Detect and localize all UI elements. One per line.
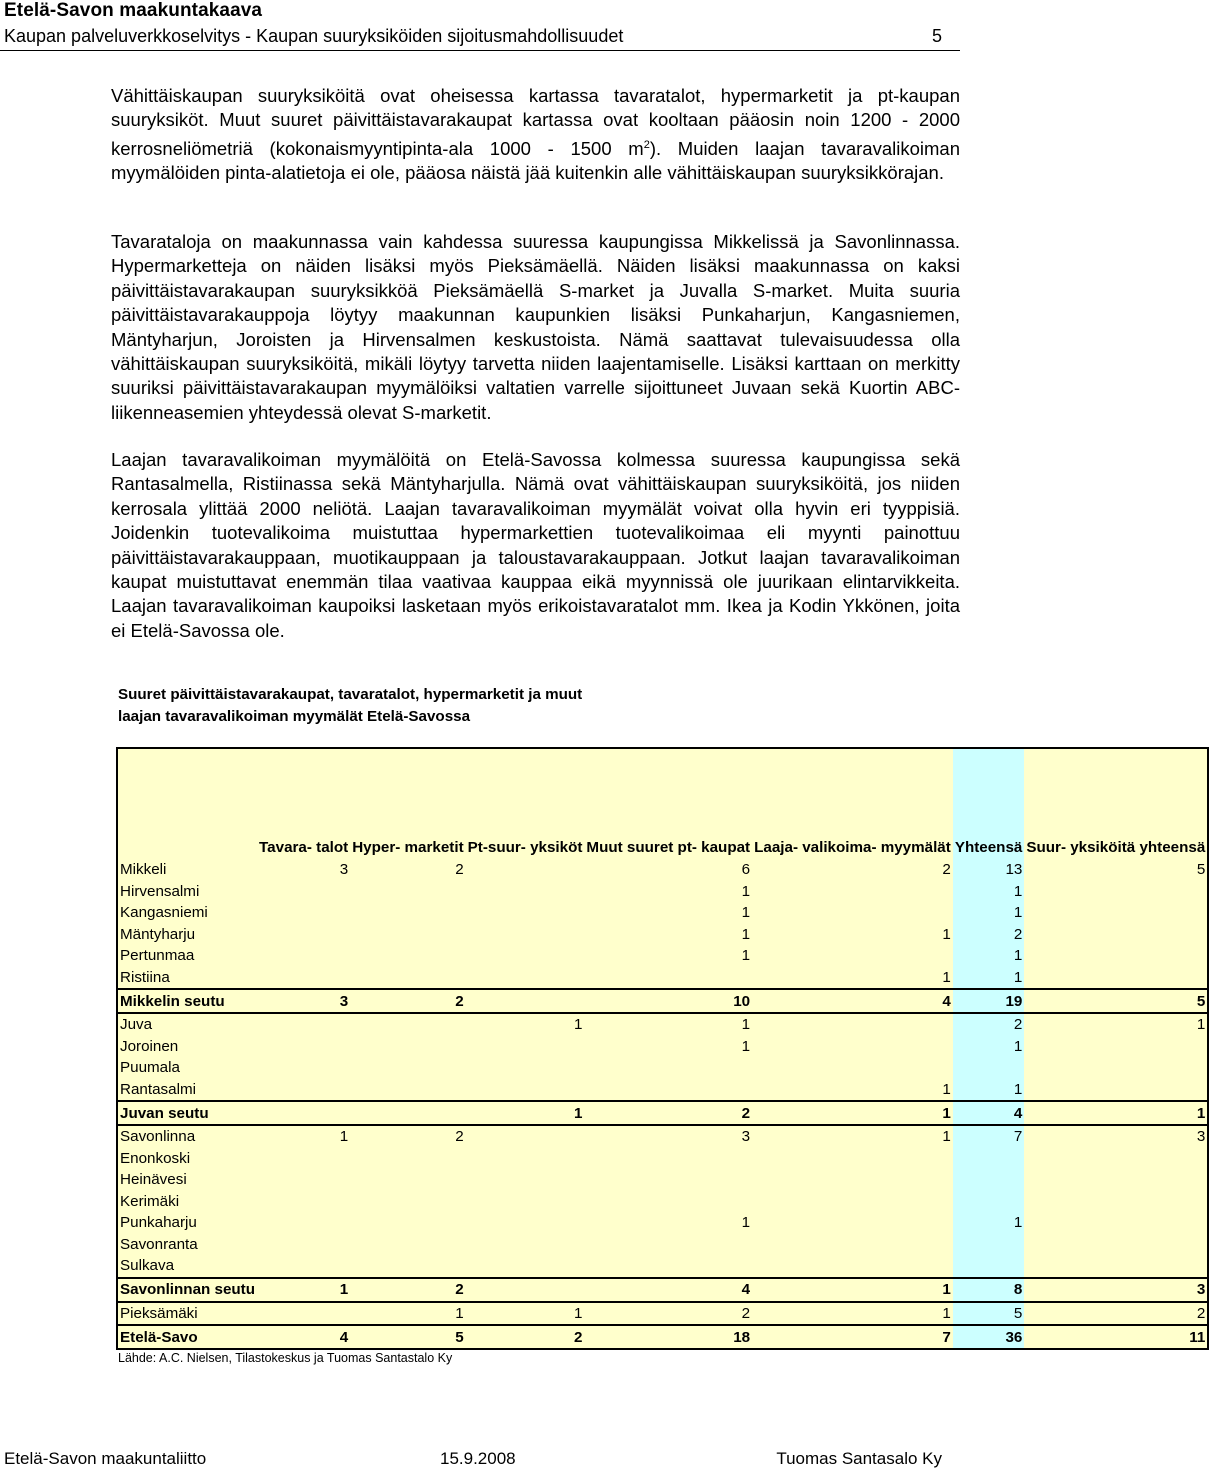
table-row — [117, 967, 1208, 990]
table-cell — [466, 967, 585, 990]
table-row — [117, 902, 1208, 924]
table-cell — [1024, 1036, 1208, 1058]
column-header: Yhteensä — [953, 748, 1025, 859]
row-label: Savonranta — [117, 1234, 257, 1256]
table-title-line-1: Suuret päivittäistavarakaupat, tavaratalot, hypermarketit ja muut — [118, 686, 583, 703]
table-cell — [752, 1212, 953, 1234]
table-cell — [1024, 1169, 1208, 1191]
table-cell: 1 — [752, 967, 953, 990]
column-header: Pt-suur- yksiköt — [466, 748, 585, 859]
table-cell: 1 — [584, 902, 752, 924]
table-title — [118, 684, 718, 728]
table-cell — [752, 1013, 953, 1036]
table-header-row — [117, 748, 1208, 859]
table-cell — [466, 1079, 585, 1102]
table-cell: 1 — [584, 924, 752, 946]
table-cell: 2 — [953, 1013, 1025, 1036]
table-cell — [953, 1057, 1025, 1079]
table-cell — [257, 1013, 350, 1036]
table-cell: 1 — [953, 945, 1025, 967]
table-cell — [1024, 1057, 1208, 1079]
row-label: Kangasniemi — [117, 902, 257, 924]
table-cell: 5 — [350, 1325, 465, 1349]
table-cell: 18 — [584, 1325, 752, 1349]
table-cell: 2 — [350, 989, 465, 1013]
table-cell — [752, 945, 953, 967]
table-cell: 5 — [1024, 989, 1208, 1013]
table-cell — [953, 1255, 1025, 1278]
table-cell: 4 — [584, 1278, 752, 1302]
table-cell: 3 — [257, 989, 350, 1013]
table-cell — [257, 1057, 350, 1079]
table-cell — [350, 1169, 465, 1191]
table-cell: 1 — [1024, 1013, 1208, 1036]
table-cell — [350, 1255, 465, 1278]
table-cell — [350, 967, 465, 990]
column-header: Suur- yksiköitä yhteensä — [1024, 748, 1208, 859]
column-header: Hyper- marketit — [350, 748, 465, 859]
table-cell: 5 — [953, 1302, 1025, 1326]
table-cell — [752, 1169, 953, 1191]
table-cell — [350, 1101, 465, 1125]
table-cell — [1024, 1148, 1208, 1170]
table-cell: 1 — [584, 1036, 752, 1058]
table-cell: 1 — [953, 881, 1025, 903]
subtotal-row — [117, 1101, 1208, 1125]
table-cell: 8 — [953, 1278, 1025, 1302]
table-cell — [466, 1057, 585, 1079]
table-cell — [1024, 881, 1208, 903]
footer-organization: Etelä-Savon maakuntaliitto — [4, 1449, 207, 1468]
table-cell — [350, 1191, 465, 1213]
paragraph-1 — [111, 84, 960, 186]
table-cell — [466, 1169, 585, 1191]
table-cell — [350, 924, 465, 946]
row-label: Etelä-Savo — [117, 1325, 257, 1349]
table-cell — [350, 881, 465, 903]
table-cell: 2 — [350, 1125, 465, 1148]
table-cell: 1 — [257, 1125, 350, 1148]
row-label: Juva — [117, 1013, 257, 1036]
retail-table — [116, 747, 1209, 1350]
table-cell: 7 — [953, 1125, 1025, 1148]
row-label: Mäntyharju — [117, 924, 257, 946]
table-cell: 1 — [953, 1079, 1025, 1102]
table-cell — [953, 1234, 1025, 1256]
table-cell — [257, 1191, 350, 1213]
table-cell — [1024, 902, 1208, 924]
paragraph-1-text-b: ). Muiden laajan tavaravalikoiman myymälöiden pinta-alatietoja ei ole, pääosa näistä jää kuitenkin alle vähittäiskaupan suuryksikkörajan. — [111, 137, 960, 184]
table-row — [117, 1234, 1208, 1256]
table-cell — [752, 1255, 953, 1278]
column-header: Muut suuret pt- kaupat — [584, 748, 752, 859]
document-subtitle: Kaupan palveluverkkoselvitys - Kaupan suuryksiköiden sijoitusmahdollisuudet — [4, 26, 624, 46]
paragraph-2-text: Tavarataloja on maakunnassa vain kahdessa suuressa kaupungissa Mikkelissä ja Savonlinnassa. Hypermarketteja on näiden lisäksi myös Pieksämäellä. Näiden lisäksi maakunnassa on kaksi päivittäistavarakaupan suuryksikköä Pieksämäellä S-market ja Juvalla S-market. Muita suuria päivittäistavarakauppoja löytyy maakunnan kaupunkien lisäksi Punkaharjun, Kangasniemen, Mäntyharjun, Joroisten ja Hirvensalmen keskustoista. Nämä saattavat tulevaisuudessa olla vähittäiskaupan suuryksiköitä, mikäli löytyy tarvetta niiden laajentamiselle. Lisäksi karttaan on merkitty suuriksi päivittäistavarakaupan myymälöiksi valtatien varrelle sijoittuneet Juvaan sekä Kuortin ABC-liikenneasemien yhteydessä olevat S-marketit. — [111, 231, 960, 423]
table-cell — [752, 1036, 953, 1058]
table-cell — [466, 1191, 585, 1213]
table-cell — [953, 1148, 1025, 1170]
table-row — [117, 1169, 1208, 1191]
table-cell: 3 — [1024, 1278, 1208, 1302]
table-cell — [257, 1212, 350, 1234]
table-cell — [584, 1255, 752, 1278]
table-cell — [466, 989, 585, 1013]
column-header — [117, 748, 257, 859]
table-cell: 1 — [584, 881, 752, 903]
table-row — [117, 1125, 1208, 1148]
table-cell: 1 — [953, 967, 1025, 990]
table-cell: 7 — [752, 1325, 953, 1349]
table-row — [117, 924, 1208, 946]
table-cell — [752, 1191, 953, 1213]
table-cell: 2 — [350, 859, 465, 881]
paragraph-2 — [111, 230, 960, 425]
table-cell — [1024, 967, 1208, 990]
table-cell — [350, 945, 465, 967]
table-cell: 1 — [752, 1125, 953, 1148]
table-cell — [466, 881, 585, 903]
table-cell: 11 — [1024, 1325, 1208, 1349]
table-cell: 4 — [953, 1101, 1025, 1125]
table-cell: 1 — [953, 1036, 1025, 1058]
table-cell: 1 — [466, 1101, 585, 1125]
row-label: Mikkelin seutu — [117, 989, 257, 1013]
table-cell: 1 — [752, 1079, 953, 1102]
table-cell: 1 — [584, 945, 752, 967]
table-cell — [257, 1169, 350, 1191]
table-cell — [257, 1302, 350, 1326]
table-cell — [1024, 1191, 1208, 1213]
table-cell — [466, 1255, 585, 1278]
table-cell — [584, 1057, 752, 1079]
table-row — [117, 1302, 1208, 1326]
row-label: Ristiina — [117, 967, 257, 990]
table-cell — [584, 1191, 752, 1213]
table-row — [117, 1057, 1208, 1079]
table-cell — [466, 945, 585, 967]
table-cell — [584, 1234, 752, 1256]
column-header: Laaja- valikoima- myymälät — [752, 748, 953, 859]
table-row — [117, 1079, 1208, 1102]
table-cell: 2 — [584, 1302, 752, 1326]
row-label: Punkaharju — [117, 1212, 257, 1234]
table-cell: 1 — [752, 1302, 953, 1326]
table-cell — [257, 945, 350, 967]
table-cell: 1 — [466, 1302, 585, 1326]
header-divider — [0, 50, 960, 51]
table-cell — [257, 1101, 350, 1125]
table-cell — [1024, 1234, 1208, 1256]
table-cell — [584, 1169, 752, 1191]
table-cell — [953, 1191, 1025, 1213]
row-label: Kerimäki — [117, 1191, 257, 1213]
table-cell: 2 — [350, 1278, 465, 1302]
table-cell — [350, 902, 465, 924]
table-cell: 1 — [1024, 1101, 1208, 1125]
table-cell — [953, 1169, 1025, 1191]
table-cell — [584, 1148, 752, 1170]
paragraph-3-text: Laajan tavaravalikoiman myymälöitä on Etelä-Savossa kolmessa suuressa kaupungissa sekä Rantasalmella, Ristiinassa sekä Mäntyharjulla. Nämä ovat vähittäiskaupan suuryksiköitä, jos niiden kerrosala ylittää 2000 neliötä. Laajan tavaravalikoiman myymälät voivat olla hyvin eri tyyppisiä. Joidenkin tuotevalikoima muistuttaa hypermarkettien tuotevalikoimaa eli myynti painottuu päivittäistavarakauppaan, muotikauppaan ja taloustavarakauppaan. Jotkut laajan tavaravalikoiman kaupat muistuttavat enemmän tilaa vaativaa kauppaa eikä myynnissä ole juurikaan elintarvikkeita. Laajan tavaravalikoiman kaupoiksi lasketaan myös erikoistavaratalot mm. Ikea ja Kodin Ykkönen, joita ei Etelä-Savossa ole. — [111, 449, 960, 641]
table-row — [117, 1148, 1208, 1170]
subtotal-row — [117, 989, 1208, 1013]
page-number: 5 — [931, 26, 942, 46]
table-row — [117, 1212, 1208, 1234]
row-label: Enonkoski — [117, 1148, 257, 1170]
table-cell — [257, 881, 350, 903]
table-cell — [752, 881, 953, 903]
table-row — [117, 1255, 1208, 1278]
table-cell — [584, 1079, 752, 1102]
paragraph-1-text-a: Vähittäiskaupan suuryksiköitä ovat oheisessa kartassa tavaratalot, hypermarketit ja pt-kaupan suuryksiköt. Muut suuret päivittäistavarakaupat kartassa ovat kooltaan pääosin noin 1200 - 2000 kerrosneliömetriä (kokonaismyyntipinta-ala 1000 - 1500 m — [111, 85, 960, 159]
table-cell: 1 — [953, 1212, 1025, 1234]
table-cell — [257, 1036, 350, 1058]
table-cell: 10 — [584, 989, 752, 1013]
table-cell — [350, 1057, 465, 1079]
table-cell — [466, 1036, 585, 1058]
table-cell: 2 — [752, 859, 953, 881]
row-label: Juvan seutu — [117, 1101, 257, 1125]
row-label: Puumala — [117, 1057, 257, 1079]
table-cell: 13 — [953, 859, 1025, 881]
row-label: Savonlinnan seutu — [117, 1278, 257, 1302]
table-cell: 1 — [584, 1212, 752, 1234]
table-cell — [466, 1212, 585, 1234]
table-cell — [350, 1079, 465, 1102]
table-row — [117, 1013, 1208, 1036]
table-cell: 6 — [584, 859, 752, 881]
table-cell — [257, 1234, 350, 1256]
subtotal-row — [117, 1278, 1208, 1302]
table-cell: 2 — [466, 1325, 585, 1349]
table-cell — [350, 1013, 465, 1036]
table-row — [117, 1036, 1208, 1058]
table-cell — [466, 859, 585, 881]
table-cell — [257, 1255, 350, 1278]
table-cell — [257, 967, 350, 990]
total-row — [117, 1325, 1208, 1349]
table-cell — [1024, 1255, 1208, 1278]
table-cell — [1024, 1079, 1208, 1102]
row-label: Joroinen — [117, 1036, 257, 1058]
footer-date: 15.9.2008 — [440, 1449, 516, 1468]
table-cell: 3 — [257, 859, 350, 881]
table-cell — [257, 1148, 350, 1170]
footer-author: Tuomas Santasalo Ky — [776, 1449, 942, 1468]
table-cell: 36 — [953, 1325, 1025, 1349]
table-row — [117, 859, 1208, 881]
document-title: Etelä-Savon maakuntakaava — [4, 0, 263, 21]
table-cell: 1 — [584, 1013, 752, 1036]
table-body — [117, 859, 1208, 1349]
table-cell — [466, 924, 585, 946]
table-cell — [1024, 924, 1208, 946]
table-cell — [1024, 945, 1208, 967]
table-cell: 1 — [752, 1278, 953, 1302]
table-cell — [350, 1036, 465, 1058]
table-cell: 3 — [1024, 1125, 1208, 1148]
column-header: Tavara- talot — [257, 748, 350, 859]
table-cell: 1 — [257, 1278, 350, 1302]
table-cell — [350, 1212, 465, 1234]
table-cell: 1 — [350, 1302, 465, 1326]
table-cell — [1024, 1212, 1208, 1234]
table-cell: 1 — [752, 924, 953, 946]
table-cell — [350, 1234, 465, 1256]
table-cell: 4 — [752, 989, 953, 1013]
table-cell — [466, 1278, 585, 1302]
table-row — [117, 1191, 1208, 1213]
table-cell: 2 — [584, 1101, 752, 1125]
table-cell: 3 — [584, 1125, 752, 1148]
table-cell: 1 — [953, 902, 1025, 924]
superscript: 2 — [643, 138, 650, 151]
table-title-line-2: laajan tavaravalikoiman myymälät Etelä-Savossa — [118, 708, 471, 725]
row-label: Pieksämäki — [117, 1302, 257, 1326]
row-label: Mikkeli — [117, 859, 257, 881]
table-cell — [752, 902, 953, 924]
table-cell: 2 — [1024, 1302, 1208, 1326]
table-row — [117, 945, 1208, 967]
table-cell — [752, 1148, 953, 1170]
table-cell — [752, 1057, 953, 1079]
table-cell — [466, 1148, 585, 1170]
table-cell — [257, 902, 350, 924]
paragraph-3 — [111, 448, 960, 643]
table-cell: 1 — [752, 1101, 953, 1125]
table-cell — [752, 1234, 953, 1256]
table-cell — [466, 1234, 585, 1256]
table-cell: 5 — [1024, 859, 1208, 881]
row-label: Rantasalmi — [117, 1079, 257, 1102]
table-cell — [257, 924, 350, 946]
table-source: Lähde: A.C. Nielsen, Tilastokeskus ja Tuomas Santastalo Ky — [118, 1351, 453, 1365]
table-cell — [257, 1079, 350, 1102]
row-label: Hirvensalmi — [117, 881, 257, 903]
table-cell — [466, 902, 585, 924]
row-label: Savonlinna — [117, 1125, 257, 1148]
table-cell: 1 — [466, 1013, 585, 1036]
table-cell — [584, 967, 752, 990]
table-cell: 4 — [257, 1325, 350, 1349]
table-cell: 2 — [953, 924, 1025, 946]
row-label: Sulkava — [117, 1255, 257, 1278]
table-cell: 19 — [953, 989, 1025, 1013]
table-cell — [350, 1148, 465, 1170]
row-label: Pertunmaa — [117, 945, 257, 967]
row-label: Heinävesi — [117, 1169, 257, 1191]
table-cell — [466, 1125, 585, 1148]
table-row — [117, 881, 1208, 903]
